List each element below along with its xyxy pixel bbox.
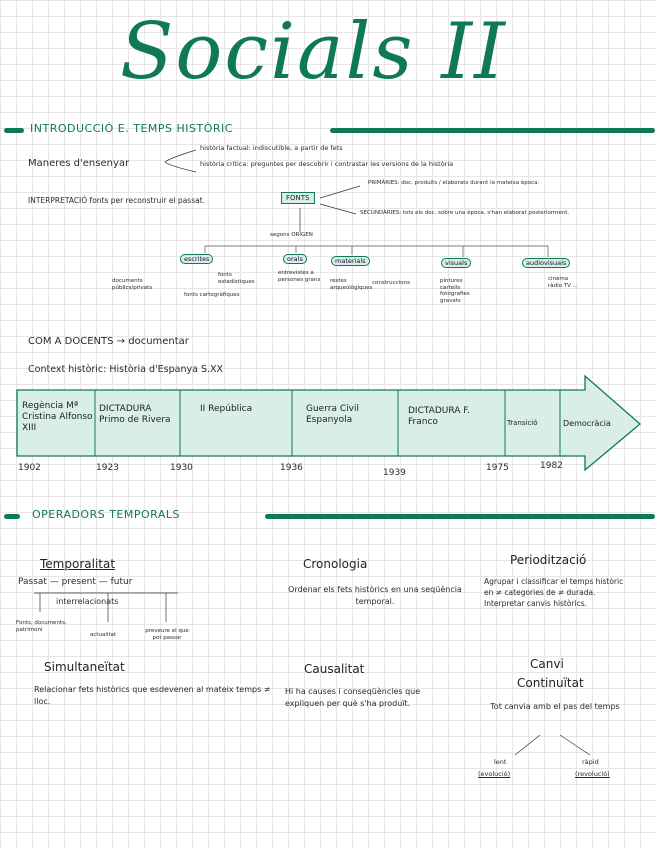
com-docents: COM A DOCENTS → documentar	[28, 336, 189, 347]
section-title-intro: INTRODUCCIÓ E. TEMPS HISTÒRIC	[30, 122, 233, 135]
causalitat-desc: Hi ha causes i conseqüències que expliquen per què s'ha produït.	[285, 687, 421, 708]
timeline-period-1: Regència Mª Cristina Alfonso XIII	[22, 401, 93, 433]
temporalitat-interrelacionats: interrelacionats	[56, 597, 119, 606]
pill-orals: orals	[283, 254, 307, 264]
escrites-estadistiques: fonts estadístiques	[218, 272, 255, 285]
year-1939: 1939	[383, 468, 406, 478]
factual-text: història factual: indiscutible, a partir de fets	[200, 144, 343, 152]
periodització-desc: Agrupar i classificar el temps històric en ≠ categories de ≠ durada. Interpretar canvis històrics.	[484, 577, 624, 608]
canvi-rapid: ràpid	[582, 758, 599, 766]
materials-construccions: construccions	[372, 280, 410, 286]
timeline-period-3: II República	[200, 404, 253, 414]
context-historic: Context històric: Història d'Espanya S.XX	[28, 364, 224, 375]
interpretacio-text: INTERPRETACIÓ fonts per reconstruir el passat.	[28, 196, 206, 205]
orals-entrevistes: entrevistes a persones grans	[278, 270, 321, 283]
causalitat-title: Causalitat	[304, 662, 365, 676]
visuals-list: pintures cartells fotografies gravats	[440, 278, 470, 304]
canvi-lent: lent	[494, 758, 507, 766]
section2-bar-left	[4, 514, 20, 519]
year-1930: 1930	[170, 463, 193, 473]
pill-materials: materials	[331, 256, 370, 266]
temporalitat-fonts: Fonts, documents, patrimoni	[16, 620, 67, 633]
temporalitat-line: Passat — present — futur	[18, 577, 133, 587]
pill-audiovisuals: audiovisuals	[522, 258, 570, 268]
temporalitat-preveure: preveure el que pot passar	[145, 628, 189, 641]
escrites-cartografiques: fonts cartogràfiques	[184, 292, 240, 298]
pill-escrites: escrites	[180, 254, 213, 264]
fonts-box: FONTS	[281, 192, 315, 204]
simultaneitat-title: Simultaneïtat	[44, 660, 125, 674]
escrites-documents: documents públics/privats	[112, 278, 153, 291]
year-1936: 1936	[280, 463, 303, 473]
canvi-desc: Tot canvia amb el pas del temps	[490, 702, 620, 711]
segons-origen: segons ORIGEN	[270, 232, 313, 238]
year-1923: 1923	[96, 463, 119, 473]
pill-visuals: visuals	[441, 258, 471, 268]
primaries-text: PRIMÀRIES: doc. produïts / elaborats durant la mateixa època.	[368, 180, 540, 186]
timeline-period-5: DICTADURA F. Franco	[408, 406, 470, 427]
timeline-period-7: Democràcia	[563, 419, 611, 428]
year-1975: 1975	[486, 463, 509, 473]
audiovisuals-list: cinema ràdio TV ...	[548, 276, 578, 289]
section2-bar-right	[265, 514, 655, 519]
timeline-period-4: Guerra Civil Espanyola	[306, 404, 359, 425]
continuitat-title: Continuïtat	[517, 676, 584, 690]
critica-text: història crítica: preguntes per descobrir i contrastar les versions de la història	[200, 160, 454, 168]
year-1982: 1982	[540, 461, 563, 471]
materials-restes: restes arqueològiques	[330, 278, 373, 291]
temporalitat-actualitat: actualitat	[90, 632, 117, 638]
periodització-title: Periodització	[510, 553, 587, 567]
cronologia-title: Cronologia	[303, 557, 368, 571]
temporalitat-title: Temporalitat	[40, 557, 116, 571]
secundaries-text: SECUNDÀRIES: tots els doc. sobre una època, s'han elaborat posteriorment.	[360, 210, 570, 216]
timeline-period-2: DICTADURA Primo de Rivera	[99, 404, 171, 425]
section-title-operators: OPERADORS TEMPORALS	[32, 508, 180, 521]
timeline-period-6: Transició	[507, 419, 538, 427]
maneres-label: Maneres d'ensenyar	[28, 158, 130, 169]
page-title: Socials II	[120, 7, 507, 97]
year-1902: 1902	[18, 463, 41, 473]
cronologia-desc: Ordenar els fets històrics en una seqüència temporal.	[288, 585, 462, 606]
canvi-title: Canvi	[530, 657, 564, 671]
simultaneitat-desc: Relacionar fets històrics que esdevenen al mateix temps ≠ lloc.	[34, 685, 271, 706]
canvi-revolucio: (revolució)	[575, 770, 610, 778]
canvi-evolucio: (evolució)	[478, 770, 511, 778]
